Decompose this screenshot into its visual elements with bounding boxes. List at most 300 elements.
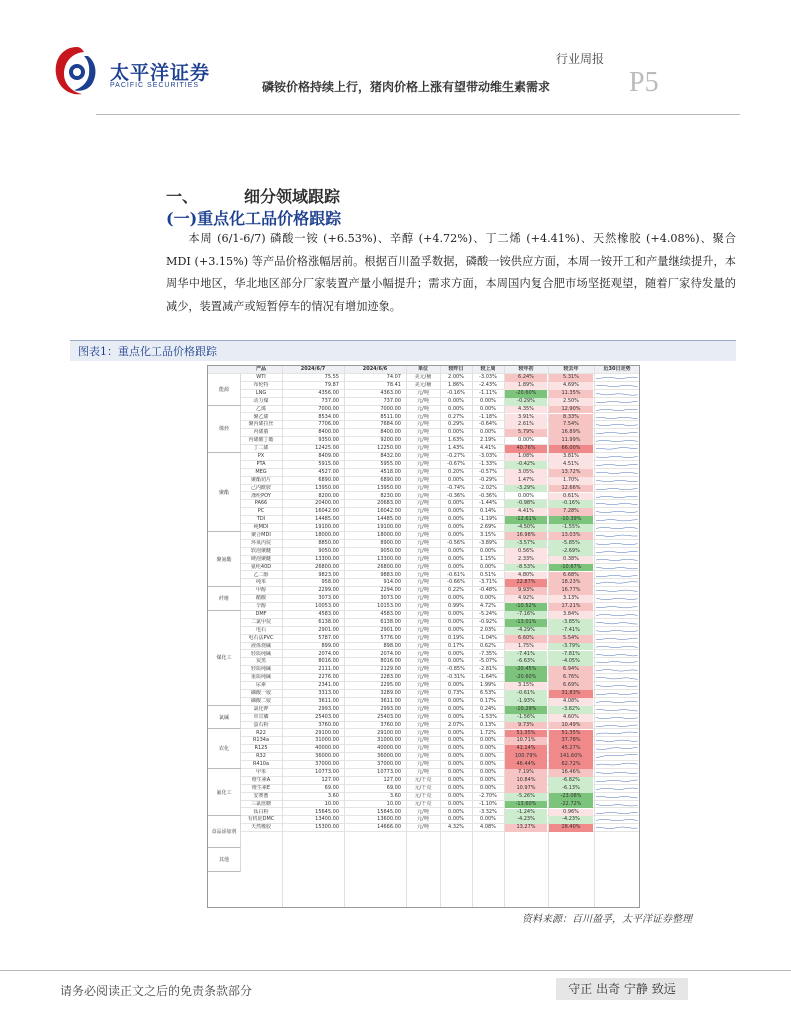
trend-sparkline [596, 383, 638, 389]
trend-line [596, 441, 638, 442]
table-cell: 2.33% [505, 556, 547, 564]
table-cell: 元/吨 [417, 824, 429, 831]
table-cell: 0.00% [448, 808, 464, 815]
table-cell: -0.56% [447, 539, 465, 546]
trend-sparkline [596, 501, 638, 507]
trend-line [596, 488, 638, 489]
table-cell: 2299.00 [318, 587, 339, 594]
table-cell: 4.41% [480, 445, 496, 452]
table-cell: -4.29% [505, 627, 547, 635]
product-name-cell: 三氯蔗糖 [250, 800, 271, 807]
company-logo-icon [52, 44, 102, 98]
table-cell: 75.55 [324, 374, 339, 380]
table-cell: 898.00 [383, 642, 401, 649]
table-cell: 元/吨 [417, 697, 429, 704]
table-cell: 10.84% [505, 777, 547, 785]
table-cell: 3.15% [505, 682, 547, 690]
trend-line [596, 747, 638, 749]
table-cell: 18000.00 [377, 532, 401, 538]
table-cell: -5.24% [479, 611, 497, 617]
table-cell: 958.00 [321, 579, 339, 586]
table-cell: 0.00% [480, 776, 496, 783]
trend-line [596, 551, 638, 552]
product-name-cell: PA66 [254, 500, 268, 507]
table-cell: 2.07% [448, 721, 464, 728]
table-cell: 元/吨 [417, 753, 429, 760]
table-cell: 10153.00 [377, 603, 401, 610]
table-cell: -1.44% [479, 500, 497, 507]
table-cell: 0.00% [480, 563, 496, 570]
table-cell: 4363.00 [380, 389, 401, 396]
product-name-cell: 液体烧碱 [250, 642, 271, 649]
table-cell: 2276.00 [318, 674, 339, 681]
table-cell: 0.17% [480, 697, 496, 704]
table-row [208, 437, 639, 445]
table-header-cell: 2024/6/7 [300, 366, 326, 372]
table-cell: 0.00% [480, 784, 496, 791]
table-cell: 15645.00 [377, 808, 401, 815]
trend-line [596, 763, 638, 765]
table-cell: -10.52% [505, 603, 547, 611]
table-cell: 0.00% [448, 784, 464, 791]
trend-line [596, 804, 638, 806]
table-cell: -4.50% [505, 524, 547, 532]
table-cell: 8200.00 [318, 492, 339, 499]
table-cell: -0.74% [447, 484, 465, 491]
trend-sparkline [596, 454, 638, 460]
trend-sparkline [596, 588, 638, 594]
product-name-cell: 环氧丙烷 [250, 539, 271, 546]
table-cell: -1.10% [479, 800, 497, 807]
trend-sparkline [596, 628, 638, 634]
table-row [208, 769, 639, 777]
table-cell: -7.41% [549, 627, 593, 635]
trend-sparkline [596, 430, 638, 436]
table-cell: 8511.00 [380, 413, 401, 420]
column-divider [548, 366, 549, 907]
table-cell: 10.00 [324, 800, 339, 807]
table-cell: 3.60 [389, 792, 401, 799]
table-cell: -3.79% [549, 643, 593, 651]
product-name-cell: PC [257, 508, 265, 515]
product-name-cell: 软泡聚醚 [250, 547, 271, 554]
table-cell: 2074.00 [318, 650, 339, 657]
table-cell: 11.35% [549, 390, 593, 398]
table-cell: -3.03% [479, 374, 497, 380]
product-name-cell: 有机硅DMC [247, 816, 275, 823]
table-cell: 3.05% [505, 469, 547, 477]
trend-line [596, 740, 638, 741]
table-cell: 元/吨 [417, 547, 429, 554]
table-cell: 6138.00 [318, 618, 339, 625]
table-cell: 元/吨 [417, 405, 429, 412]
table-cell: -1.53% [479, 713, 497, 720]
table-cell: 3.84% [549, 611, 593, 619]
table-cell: 0.00% [518, 492, 534, 499]
column-divider [440, 366, 441, 907]
table-row [208, 666, 639, 674]
table-row [208, 674, 639, 682]
table-cell: -0.66% [447, 579, 465, 586]
trend-line [596, 606, 638, 607]
trend-sparkline [596, 794, 638, 800]
table-cell: 4.08% [480, 824, 496, 831]
table-cell: 7684.00 [380, 421, 401, 428]
table-cell: 10.00 [386, 800, 401, 807]
table-cell: 0.00% [480, 429, 496, 436]
figure-source: 资料来源：百川盈孚，太平洋证券整理 [522, 914, 692, 925]
table-cell: 10773.00 [315, 769, 339, 775]
trend-sparkline [596, 604, 638, 610]
table-cell: 4583.00 [318, 611, 339, 617]
table-cell: 0.38% [549, 556, 593, 564]
table-row [208, 706, 639, 714]
table-cell: 元/吨 [417, 524, 429, 531]
table-cell: 7.28% [549, 508, 593, 516]
table-cell: 8409.00 [318, 453, 339, 459]
product-name-cell: 轻质纯碱 [250, 650, 271, 657]
table-cell: 8900.00 [380, 539, 401, 546]
table-cell: 元/吨 [417, 745, 429, 752]
document-type: 行业周报 [556, 52, 605, 66]
product-name-cell: 纯MDI [253, 524, 269, 531]
category-group-cell: 聚酯 [208, 453, 241, 532]
trend-line [596, 377, 638, 379]
table-cell: 8432.00 [380, 453, 401, 459]
column-divider [282, 366, 283, 907]
product-name-cell: MEG [255, 468, 267, 475]
table-row [208, 429, 639, 437]
product-name-cell: 维生素A [251, 776, 271, 783]
table-cell: 5776.00 [380, 634, 401, 641]
table-cell: 2.50% [549, 398, 593, 406]
table-cell: 3760.00 [380, 721, 401, 728]
table-cell: 0.00% [448, 397, 464, 404]
product-name-cell: WTI [256, 374, 266, 380]
table-cell: 元/千克 [414, 776, 432, 783]
table-cell: 5.31% [549, 374, 593, 382]
trend-line [596, 401, 638, 402]
table-cell: 9.93% [505, 587, 547, 595]
product-name-cell: 二氯甲烷 [250, 618, 271, 625]
table-cell: 10.97% [505, 785, 547, 793]
table-cell: -4.23% [549, 816, 593, 824]
table-cell: 元/吨 [417, 460, 429, 467]
table-cell: -7.41% [505, 651, 547, 659]
trend-line [596, 425, 638, 426]
table-row [208, 414, 639, 422]
table-cell: -0.61% [505, 690, 547, 698]
trend-line [596, 432, 638, 433]
table-cell: 8016.00 [380, 658, 401, 665]
table-header-cell: 单位 [417, 366, 428, 372]
trend-sparkline [596, 557, 638, 563]
table-cell: -6.63% [505, 658, 547, 666]
table-cell: 20683.00 [377, 500, 401, 507]
table-cell: 2993.00 [318, 705, 339, 712]
table-cell: 10.49% [549, 722, 593, 730]
product-name-cell: 丙烯腈 [253, 429, 269, 436]
table-cell: 0.00% [448, 611, 464, 617]
table-cell: -0.16% [549, 500, 593, 508]
table-cell: -6.82% [549, 777, 593, 785]
table-cell: -0.27% [447, 453, 465, 459]
table-cell: -2.69% [549, 548, 593, 556]
trend-line [596, 788, 638, 790]
table-cell: -1.18% [479, 413, 497, 420]
column-divider [344, 366, 345, 907]
table-cell: 12.66% [549, 485, 593, 493]
trend-sparkline [596, 636, 638, 642]
table-header-cell: 2024/6/6 [362, 366, 388, 372]
trend-line [596, 654, 638, 656]
table-cell: 6.76% [549, 674, 593, 682]
table-cell: 0.56% [505, 548, 547, 556]
table-cell: 0.00% [448, 516, 464, 523]
trend-sparkline [596, 778, 638, 784]
table-cell: 15645.00 [315, 808, 339, 815]
table-row [208, 611, 639, 619]
table-cell: 2.00% [448, 374, 464, 380]
trend-line [596, 630, 638, 631]
table-cell: 6.69% [549, 682, 593, 690]
table-cell: 37000.00 [377, 761, 401, 768]
table-cell: 0.00% [448, 618, 464, 625]
table-cell: 1.86% [448, 381, 464, 388]
table-cell: 2295.00 [380, 682, 401, 689]
table-cell: 9050.00 [318, 547, 339, 554]
table-cell: 元/吨 [417, 468, 429, 475]
table-cell: 0.00% [448, 476, 464, 483]
table-cell: 899.00 [321, 642, 339, 649]
column-divider [406, 366, 407, 907]
table-cell: 19100.00 [315, 524, 339, 531]
trend-line [596, 717, 638, 718]
table-cell: 元/吨 [417, 555, 429, 562]
table-cell: -0.29% [505, 398, 547, 406]
table-cell: 29100.00 [315, 729, 339, 736]
table-cell: 9200.00 [380, 437, 401, 444]
product-name-cell: 丁二烯 [253, 445, 269, 452]
document-subtitle: 磷铵价格持续上行，猪肉价格上涨有望带动维生素需求 [262, 80, 551, 94]
trend-sparkline [596, 770, 638, 776]
table-cell: 31000.00 [315, 737, 339, 744]
header-divider [96, 114, 740, 115]
trend-line [596, 520, 638, 521]
product-name-cell: 乙烯 [255, 405, 266, 412]
product-name-cell: 氯化钾 [253, 705, 269, 712]
table-cell: 0.19% [448, 634, 464, 641]
table-cell: 元/吨 [417, 437, 429, 444]
disclaimer-text: 请务必阅读正文之后的免责条款部分 [60, 984, 253, 998]
product-name-cell: 重质纯碱 [250, 674, 271, 681]
table-cell: 66.00% [549, 445, 593, 453]
trend-sparkline [596, 525, 638, 531]
page-number: P5 [629, 67, 659, 98]
trend-sparkline [596, 754, 638, 760]
trend-sparkline [596, 667, 638, 673]
product-name-cell: 炭黑 [255, 658, 266, 665]
table-cell: 2.19% [480, 437, 496, 444]
table-cell: 元/吨 [417, 682, 429, 689]
table-cell: 0.00% [480, 745, 496, 752]
table-cell: -3.71% [479, 579, 497, 586]
table-cell: -4.23% [505, 816, 547, 824]
table-cell: 元/吨 [417, 611, 429, 617]
product-name-cell: 甲苯 [255, 769, 266, 775]
table-cell: 8534.00 [318, 413, 339, 420]
table-row [208, 461, 639, 469]
table-cell: -3.29% [505, 485, 547, 493]
category-group-cell: 烯烃 [208, 406, 241, 453]
table-cell: 20400.00 [315, 500, 339, 507]
category-group-cell: 氟化工 [208, 769, 241, 816]
table-cell: -3.03% [479, 453, 497, 459]
table-cell: 10053.00 [315, 603, 339, 610]
trend-sparkline [596, 580, 638, 586]
table-cell: 4518.00 [380, 468, 401, 475]
table-cell: 16.46% [549, 769, 593, 777]
table-cell: 100.79% [505, 753, 547, 761]
table-cell: 美元/桶 [414, 381, 432, 388]
brand-name-cn: 太平洋证券 [110, 62, 211, 84]
product-name-cell: 磷酸一铵 [250, 690, 271, 696]
category-group-cell: 氯碱 [208, 706, 241, 730]
table-cell: 元/吨 [417, 674, 429, 681]
table-cell: 8230.00 [380, 492, 401, 499]
section-heading [166, 184, 340, 207]
table-cell: 4.08% [549, 698, 593, 706]
table-cell: 29100.00 [377, 729, 401, 736]
trend-line [596, 827, 638, 829]
table-cell: 2111.00 [318, 666, 339, 673]
trend-line [596, 472, 638, 473]
table-cell: 0.00% [448, 595, 464, 602]
table-cell: 元/吨 [417, 626, 429, 633]
table-cell: 元/吨 [417, 816, 429, 823]
trend-line [596, 409, 638, 410]
table-cell: 3073.00 [318, 595, 339, 602]
product-name-cell: 聚丙烯拉丝 [248, 421, 274, 428]
trend-sparkline [596, 509, 638, 515]
product-name-cell: 纯苯 [255, 579, 266, 586]
table-cell: 元/千克 [414, 784, 432, 791]
table-cell: 6890.00 [380, 476, 401, 483]
table-cell: 元/吨 [417, 563, 429, 570]
table-row [208, 572, 639, 580]
table-cell: -3.57% [505, 540, 547, 548]
trend-sparkline [596, 596, 638, 602]
trend-line [596, 496, 638, 497]
product-name-cell: 聚乙烯 [253, 413, 269, 420]
table-cell: -2.43% [479, 381, 497, 388]
table-cell: -0.61% [447, 571, 465, 578]
table-cell: 8400.00 [318, 429, 339, 436]
table-cell: 0.00% [448, 737, 464, 744]
table-cell: -0.64% [479, 421, 497, 428]
table-cell: 4.92% [505, 595, 547, 603]
table-cell: 0.00% [448, 524, 464, 531]
table-cell: 4.51% [549, 461, 593, 469]
table-cell: 16.98% [505, 532, 547, 540]
trend-sparkline [596, 494, 638, 500]
table-cell: 13.27% [505, 824, 547, 832]
table-cell: 3760.00 [318, 721, 339, 728]
product-name-cell: 硬泡聚醚 [250, 555, 271, 562]
table-cell: -0.29% [479, 476, 497, 483]
table-cell: 元/千克 [414, 792, 432, 799]
table-cell: 9050.00 [380, 547, 401, 554]
table-cell: 4.60% [549, 714, 593, 722]
table-cell: 美元/桶 [414, 374, 432, 380]
table-row [208, 801, 639, 809]
table-cell: 0.00% [480, 761, 496, 768]
table-row [208, 722, 639, 730]
table-cell: 0.00% [480, 769, 496, 775]
trend-line [596, 614, 638, 615]
trend-line [596, 559, 638, 560]
table-row [208, 603, 639, 611]
trend-sparkline [596, 691, 638, 697]
section-number: 一、 [166, 187, 199, 206]
table-cell: 元/吨 [417, 618, 429, 625]
table-cell: -6.13% [549, 785, 593, 793]
table-cell: 2341.00 [318, 682, 339, 689]
table-cell: 737.00 [321, 397, 339, 404]
table-cell: -5.07% [479, 658, 497, 665]
table-cell: -2.02% [479, 484, 497, 491]
table-row [208, 524, 639, 532]
table-cell: -20.45% [505, 666, 547, 674]
table-row [208, 745, 639, 753]
trend-sparkline [596, 786, 638, 792]
table-cell: 26800.00 [377, 563, 401, 570]
product-name-cell: R125 [254, 745, 268, 752]
trend-line [596, 622, 638, 624]
table-cell: -1.56% [505, 714, 547, 722]
trend-line [596, 535, 638, 536]
product-name-cell: R32 [256, 753, 266, 760]
table-cell: -4.05% [549, 658, 593, 666]
table-cell: 37.78% [549, 737, 593, 745]
table-cell: 0.51% [480, 571, 496, 578]
table-cell: 5.54% [549, 635, 593, 643]
table-cell: 4583.00 [380, 611, 401, 617]
table-cell: -0.31% [447, 674, 465, 681]
table-header-cell: 较上周 [480, 366, 496, 372]
table-cell: 元/吨 [417, 658, 429, 665]
trend-line [596, 685, 638, 686]
table-cell: 0.00% [448, 682, 464, 689]
table-row [208, 453, 639, 461]
table-row [208, 816, 639, 824]
table-cell: 3.81% [549, 453, 593, 461]
table-cell: 6.24% [505, 374, 547, 382]
table-cell: 3.15% [480, 532, 496, 538]
trend-line [596, 709, 638, 711]
category-group-cell: 农化 [208, 730, 241, 770]
table-header-row [208, 366, 639, 374]
trend-line [596, 448, 638, 450]
table-cell: -1.64% [479, 674, 497, 681]
table-cell: -3.82% [549, 706, 593, 714]
table-cell: 元/吨 [417, 690, 429, 696]
table-row [208, 635, 639, 643]
trend-line [596, 662, 638, 663]
table-cell: 13600.00 [377, 816, 401, 823]
product-name-cell: 钛白粉 [253, 808, 269, 815]
table-cell: 40000.00 [377, 745, 401, 752]
